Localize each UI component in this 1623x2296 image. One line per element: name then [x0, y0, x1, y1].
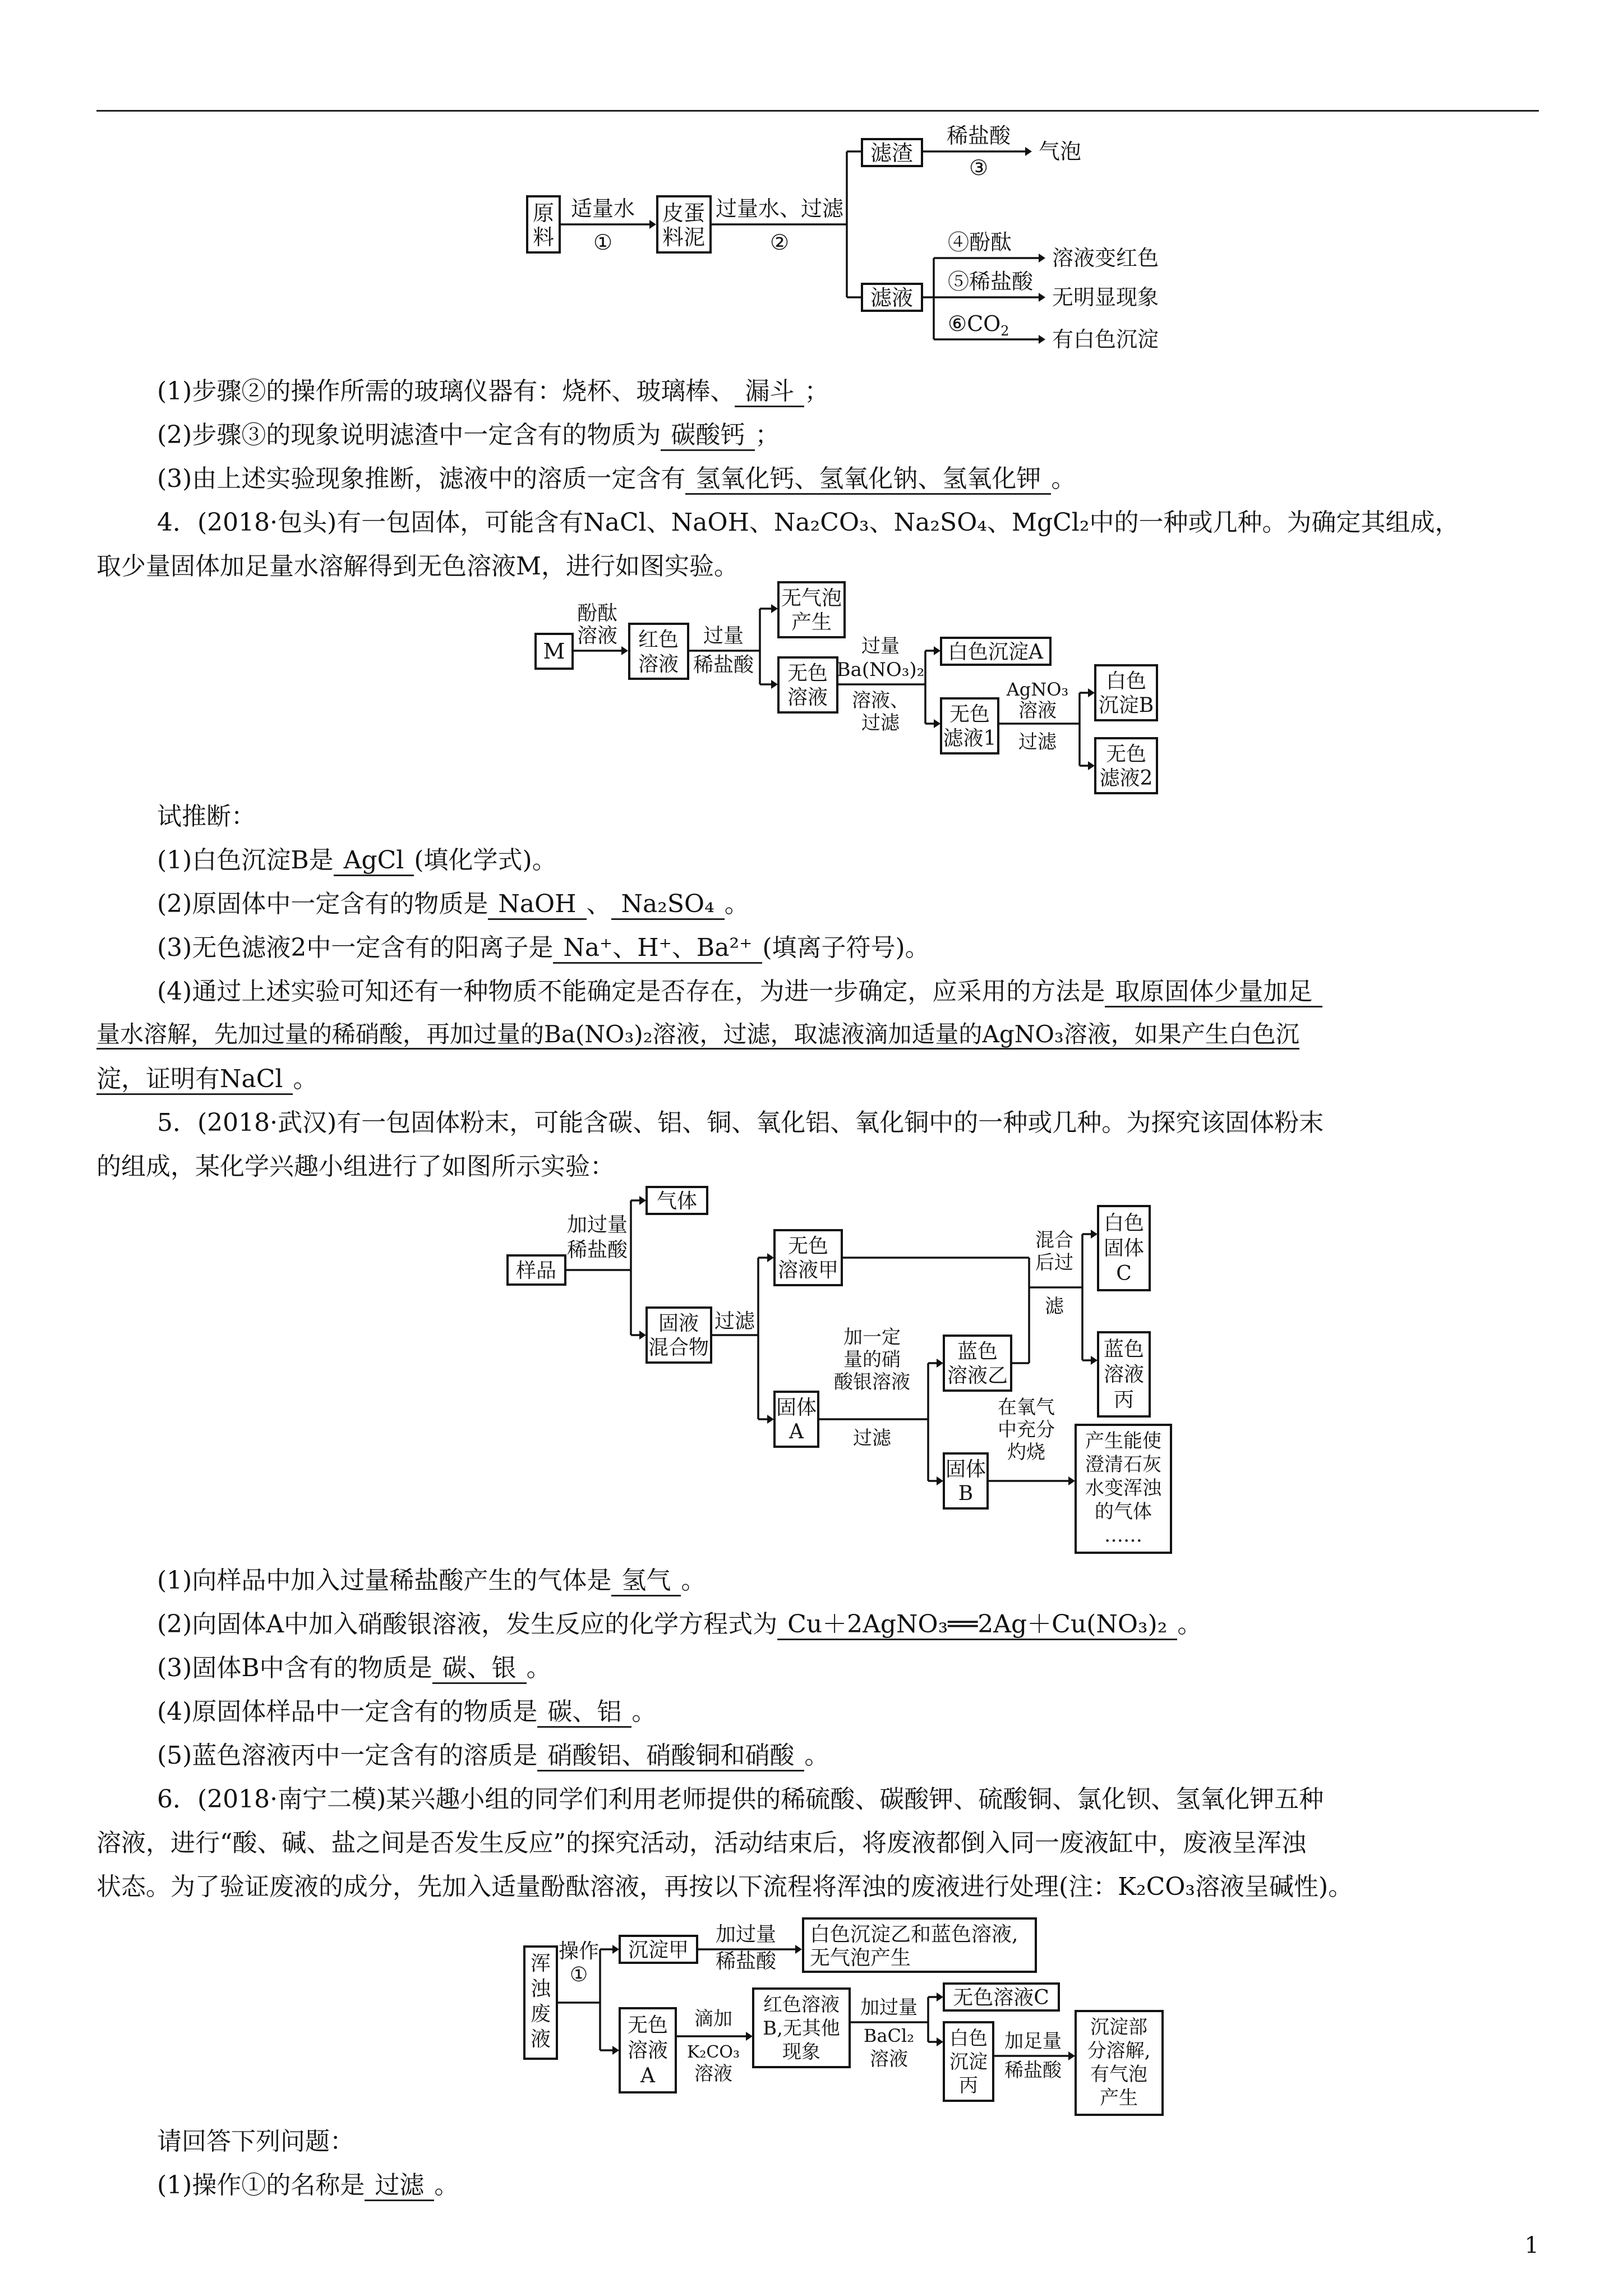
raw-1: 原	[532, 201, 555, 226]
q5-burn-3: 灼烧	[1007, 1441, 1045, 1464]
q6-redB-2: B,无其他	[763, 2017, 840, 2040]
q4-p2-pre: (2)原固体中一定含有的物质是	[157, 890, 488, 918]
answer-blank: 氢气	[611, 1568, 681, 1596]
d1-step2-reagent: 过量水、过滤	[715, 196, 844, 221]
d1-b5: ⑤稀盐酸	[948, 269, 1034, 294]
d1-r5: 无明显现象	[1052, 285, 1159, 310]
q6-res-2: 分溶解,	[1087, 2040, 1151, 2062]
q4-nogas-1: 无气泡	[781, 587, 842, 610]
q6-redB-1: 红色溶液	[763, 1994, 840, 2016]
q5-C-2: 固体	[1103, 1237, 1145, 1260]
q6-hcl2-1: 加足量	[1004, 2030, 1062, 2053]
q5-agno3-4: 过滤	[853, 1427, 891, 1450]
q4-hcl-1: 过量	[703, 624, 744, 647]
q6-p1-pre: (1)操作①的名称是	[157, 2171, 365, 2200]
q6-res-4: 产生	[1100, 2087, 1138, 2109]
q6-ask: 请回答下列问题：	[157, 2127, 354, 2156]
q5-p5-pre: (5)蓝色溶液丙中一定含有的溶质是	[157, 1741, 538, 1770]
q6-redB-3: 现象	[782, 2041, 820, 2063]
d1-r4: 溶液变红色	[1052, 246, 1159, 270]
q6-waste-1: 浑	[530, 1952, 551, 1975]
q4-hcl-2: 稀盐酸	[693, 654, 754, 677]
q6-A-2: 溶液	[627, 2039, 668, 2062]
q6-whiteyi-1: 白色沉淀乙和蓝色溶液,	[810, 1923, 1018, 1946]
q4-p4-post: 。	[293, 1065, 318, 1093]
q4-red-1: 红色	[638, 628, 679, 651]
answer-blank: NaOH	[488, 891, 586, 920]
q6-bacl2-3: 溶液	[870, 2048, 908, 2070]
q6-res-1: 沉淀部	[1090, 2016, 1147, 2039]
q6-op1-2: ①	[569, 1963, 588, 1986]
q3-l2-pre: (2)步骤③的现象说明滤渣中一定含有的物质为	[157, 421, 661, 449]
q5-prod-5: ……	[1104, 1524, 1142, 1547]
answer-blank: 过滤	[365, 2173, 434, 2201]
q5-bing-2: 溶液	[1103, 1363, 1145, 1386]
q5-mix-2: 混合物	[648, 1336, 709, 1359]
answer-blank: 碳、银	[432, 1655, 527, 1684]
q4-whiteB-1: 白色	[1105, 670, 1147, 693]
d1-r6: 有白色沉淀	[1052, 327, 1159, 352]
q3-l3-post: 。	[1051, 464, 1076, 493]
q4-ag-3: 过滤	[1018, 731, 1057, 753]
q5-A-1: 固体	[776, 1396, 817, 1419]
q5-prod-3: 水变浑浊	[1085, 1477, 1161, 1499]
q5-p1-post: 。	[681, 1566, 706, 1595]
q5-agno3-2: 量的硝	[843, 1349, 901, 1371]
answer-blank: Cu＋2AgNO₃══2Ag＋Cu(NO₃)₂	[777, 1612, 1177, 1640]
q5-prod-1: 产生能使	[1085, 1430, 1161, 1452]
q6-jia: 沉淀甲	[628, 1939, 689, 1962]
q6-hcl2-2: 稀盐酸	[1004, 2059, 1062, 2082]
d1-step1-num: ①	[593, 230, 613, 255]
q5-yi-1: 蓝色	[957, 1340, 998, 1363]
d1-b6: $⑥CO_2$	[948, 311, 1009, 339]
q4-infer: 试推断：	[157, 802, 256, 831]
q6-p1	[157, 2170, 459, 2201]
q4-p2-mid: 、	[586, 890, 611, 918]
q5-filter: 过滤	[714, 1310, 755, 1333]
q4-stem-1: 4．(2018·包头)有一包固体，可能含有NaCl、NaOH、Na₂CO₃、Na₂SO₄、MgCl₂中的一种或几种。为确定其组成，	[157, 508, 1460, 537]
q6-waste-3: 废	[530, 2003, 551, 2026]
q4-nogas-2: 产生	[791, 611, 832, 634]
q4-filt2-1: 无色	[1105, 743, 1147, 766]
q6-stem-2: 溶液，进行“酸、碱、盐之间是否发生反应”的探究活动，活动结束后，将废液都倒入同一废液缸中，废液呈浑浊	[96, 1829, 1306, 1857]
page-number: 1	[1524, 2233, 1539, 2258]
q4-ba-1: 过量	[861, 635, 900, 657]
q5-hcl-2: 稀盐酸	[566, 1239, 628, 1262]
q6-waste-2: 浊	[530, 1977, 551, 2000]
q4-filt1-1: 无色	[949, 703, 990, 726]
q5-bing-1: 蓝色	[1103, 1338, 1145, 1361]
q5-A-2: A	[789, 1420, 804, 1443]
d1-step3-reagent: 稀盐酸	[946, 123, 1011, 148]
q5-B-1: 固体	[945, 1458, 986, 1481]
answer-blank: AgCl	[334, 848, 414, 876]
q5-bing-3: 丙	[1113, 1388, 1135, 1411]
d1-residue: 滤渣	[870, 141, 914, 165]
q5-yi-2: 溶液乙	[947, 1364, 1008, 1387]
answer-blank: 碳酸钙	[661, 422, 755, 451]
q5-burn-2: 中充分	[998, 1419, 1055, 1441]
d1-gas: 气泡	[1039, 139, 1082, 164]
q4-p3-pre: (3)无色滤液2中一定含有的阳离子是	[157, 933, 554, 962]
q4-ag-1: AgNO₃	[1006, 679, 1069, 700]
d1-filtrate: 滤液	[870, 286, 914, 310]
q6-bing-3: 丙	[959, 2074, 978, 2097]
answer-blank: 碳、铝	[537, 1699, 631, 1728]
q4-M: M	[543, 639, 565, 664]
q6-op1-1: 操作	[558, 1940, 600, 1963]
q6-bing-2: 沉淀	[949, 2051, 988, 2073]
q5-stem-2: 的组成，某化学兴趣小组进行了如图所示实验：	[96, 1152, 615, 1181]
answer-blank: Na₂SO₄	[611, 891, 725, 920]
q5-C-3: C	[1116, 1262, 1132, 1285]
q5-p3-pre: (3)固体B中含有的物质是	[157, 1654, 432, 1682]
q5-B-2: B	[958, 1482, 974, 1505]
q5-C-1: 白色	[1103, 1212, 1145, 1235]
q4-ba-3: 溶液、	[852, 689, 909, 712]
egg-2: 料泥	[662, 225, 706, 250]
q5-p5-post: 。	[804, 1741, 829, 1770]
d1-step2-num: ②	[769, 230, 790, 255]
answer-blank: 淀，证明有NaCl	[96, 1066, 293, 1095]
q4-filt1-2: 滤液1	[943, 727, 997, 750]
q5-jia-2: 溶液甲	[777, 1259, 839, 1282]
q6-hcl-1: 加过量	[715, 1923, 777, 1946]
d1-b4: ④酚酞	[948, 230, 1012, 255]
answer-blank: 氢氧化钙、氢氧化钠、氢氧化钾	[685, 466, 1051, 495]
q6-bing-1: 白色	[949, 2027, 988, 2050]
q6-res-3: 有气泡	[1090, 2063, 1147, 2086]
q5-p4-pre: (4)原固体样品中一定含有的物质是	[157, 1697, 538, 1726]
q4-p1-post: (填化学式)。	[414, 846, 557, 875]
q3-l1-post: ；	[804, 377, 829, 406]
q4-stem-2: 取少量固体加足量水溶解得到无色溶液M，进行如图实验。	[96, 552, 739, 581]
q4-colorless-1: 无色	[787, 662, 828, 685]
q5-gas: 气体	[656, 1190, 698, 1213]
q5-mix-1: 固液	[658, 1312, 699, 1335]
q4-red-2: 溶液	[638, 653, 679, 676]
q5-stem-1: 5．(2018·武汉)有一包固体粉末，可能含碳、铝、铜、氧化铝、氧化铜中的一种或几种。为探究该固体粉末	[157, 1108, 1324, 1137]
q6-k2co3-2: K₂CO₃	[686, 2042, 740, 2062]
q6-p1-post: 。	[434, 2171, 459, 2200]
q4-ag-2: 溶液	[1018, 700, 1057, 722]
q6-bacl2-2: BaCl₂	[863, 2025, 915, 2046]
q5-agno3-1: 加一定	[843, 1326, 901, 1349]
q6-C: 无色溶液C	[953, 1986, 1049, 2009]
egg-1: 皮蛋	[662, 201, 706, 226]
q5-mixf-1: 混合	[1035, 1229, 1073, 1251]
q5-jia-1: 无色	[787, 1235, 829, 1258]
q6-A-1: 无色	[627, 2014, 668, 2037]
q6-waste-4: 液	[530, 2028, 551, 2051]
q5-mixf-2: 后过	[1035, 1251, 1073, 1274]
d1-step1-reagent: 适量水	[570, 196, 635, 221]
q5-agno3-3: 酸银溶液	[834, 1371, 910, 1393]
q4-p4-pre: (4)通过上述实验可知还有一种物质不能确定是否存在，为进一步确定，应采用的方法是	[157, 977, 1105, 1006]
q6-bacl2-1: 加过量	[860, 1996, 917, 2019]
q5-p2-pre: (2)向固体A中加入硝酸银溶液，发生反应的化学方程式为	[157, 1610, 778, 1639]
q5-hcl-1: 加过量	[566, 1213, 628, 1236]
q4-phenol-1: 酚酞	[577, 602, 618, 625]
q5-prod-4: 的气体	[1095, 1501, 1152, 1523]
answer-blank: Na⁺、H⁺、Ba²⁺	[553, 935, 762, 964]
q4-ba-2: Ba(NO₃)₂	[836, 659, 925, 681]
q4-p3-post: (填离子符号)。	[762, 933, 930, 962]
q6-stem-3: 状态。为了验证废液的成分，先加入适量酚酞溶液，再按以下流程将浑浊的废液进行处理(注：K₂CO₃溶液呈碱性)。	[96, 1872, 1353, 1901]
q5-prod-2: 澄清石灰	[1085, 1453, 1161, 1476]
q6-k2co3-1: 滴加	[694, 2008, 732, 2030]
q6-stem-1: 6．(2018·南宁二模)某兴趣小组的同学们利用老师提供的稀硫酸、碳酸钾、硫酸铜、氯化钡、氢氧化钾五种	[157, 1785, 1324, 1814]
q4-p1-pre: (1)白色沉淀B是	[157, 846, 334, 875]
q4-phenol-2: 溶液	[577, 624, 618, 647]
q4-whiteA: 白色沉淀A	[948, 641, 1043, 664]
q6-k2co3-3: 溶液	[694, 2063, 732, 2085]
answer-blank: 量水溶解，先加过量的稀硝酸，再加过量的Ba(NO₃)₂溶液，过滤，取滤液滴加适量的AgNO₃溶液，如果产生白色沉	[96, 1022, 1299, 1050]
q4-p2-post: 。	[724, 890, 749, 918]
answer-blank: 取原固体少量加足	[1105, 979, 1322, 1007]
q5-burn-1: 在氧气	[998, 1396, 1055, 1419]
q4-colorless-2: 溶液	[787, 686, 828, 709]
q6-A-3: A	[640, 2064, 655, 2087]
q5-p1-pre: (1)向样品中加入过量稀盐酸产生的气体是	[157, 1566, 612, 1595]
answer-blank: 漏斗	[735, 379, 804, 407]
q3-l3-pre: (3)由上述实验现象推断，滤液中的溶质一定含有	[157, 464, 686, 493]
q4-ba-4: 过滤	[861, 712, 900, 734]
q4-filt2-2: 滤液2	[1099, 767, 1153, 790]
q3-l2-post: ；	[755, 421, 780, 449]
q5-p4-post: 。	[631, 1697, 657, 1726]
q4-whiteB-2: 沉淀B	[1098, 694, 1154, 717]
raw-2: 料	[532, 225, 555, 250]
q6-hcl-2: 稀盐酸	[715, 1950, 777, 1973]
q6-whiteyi-2: 无气泡产生	[810, 1947, 911, 1970]
answer-blank: 硝酸铝、硝酸铜和硝酸	[537, 1743, 804, 1772]
q5-p2-post: 。	[1177, 1610, 1202, 1639]
d1-step3-num: ③	[969, 155, 989, 180]
q5-mixf-3: 滤	[1045, 1295, 1064, 1318]
q5-p3-post: 。	[526, 1654, 551, 1682]
q3-l1-pre: (1)步骤②的操作所需的玻璃仪器有：烧杯、玻璃棒、	[157, 377, 735, 406]
q5-sample: 样品	[515, 1259, 557, 1282]
